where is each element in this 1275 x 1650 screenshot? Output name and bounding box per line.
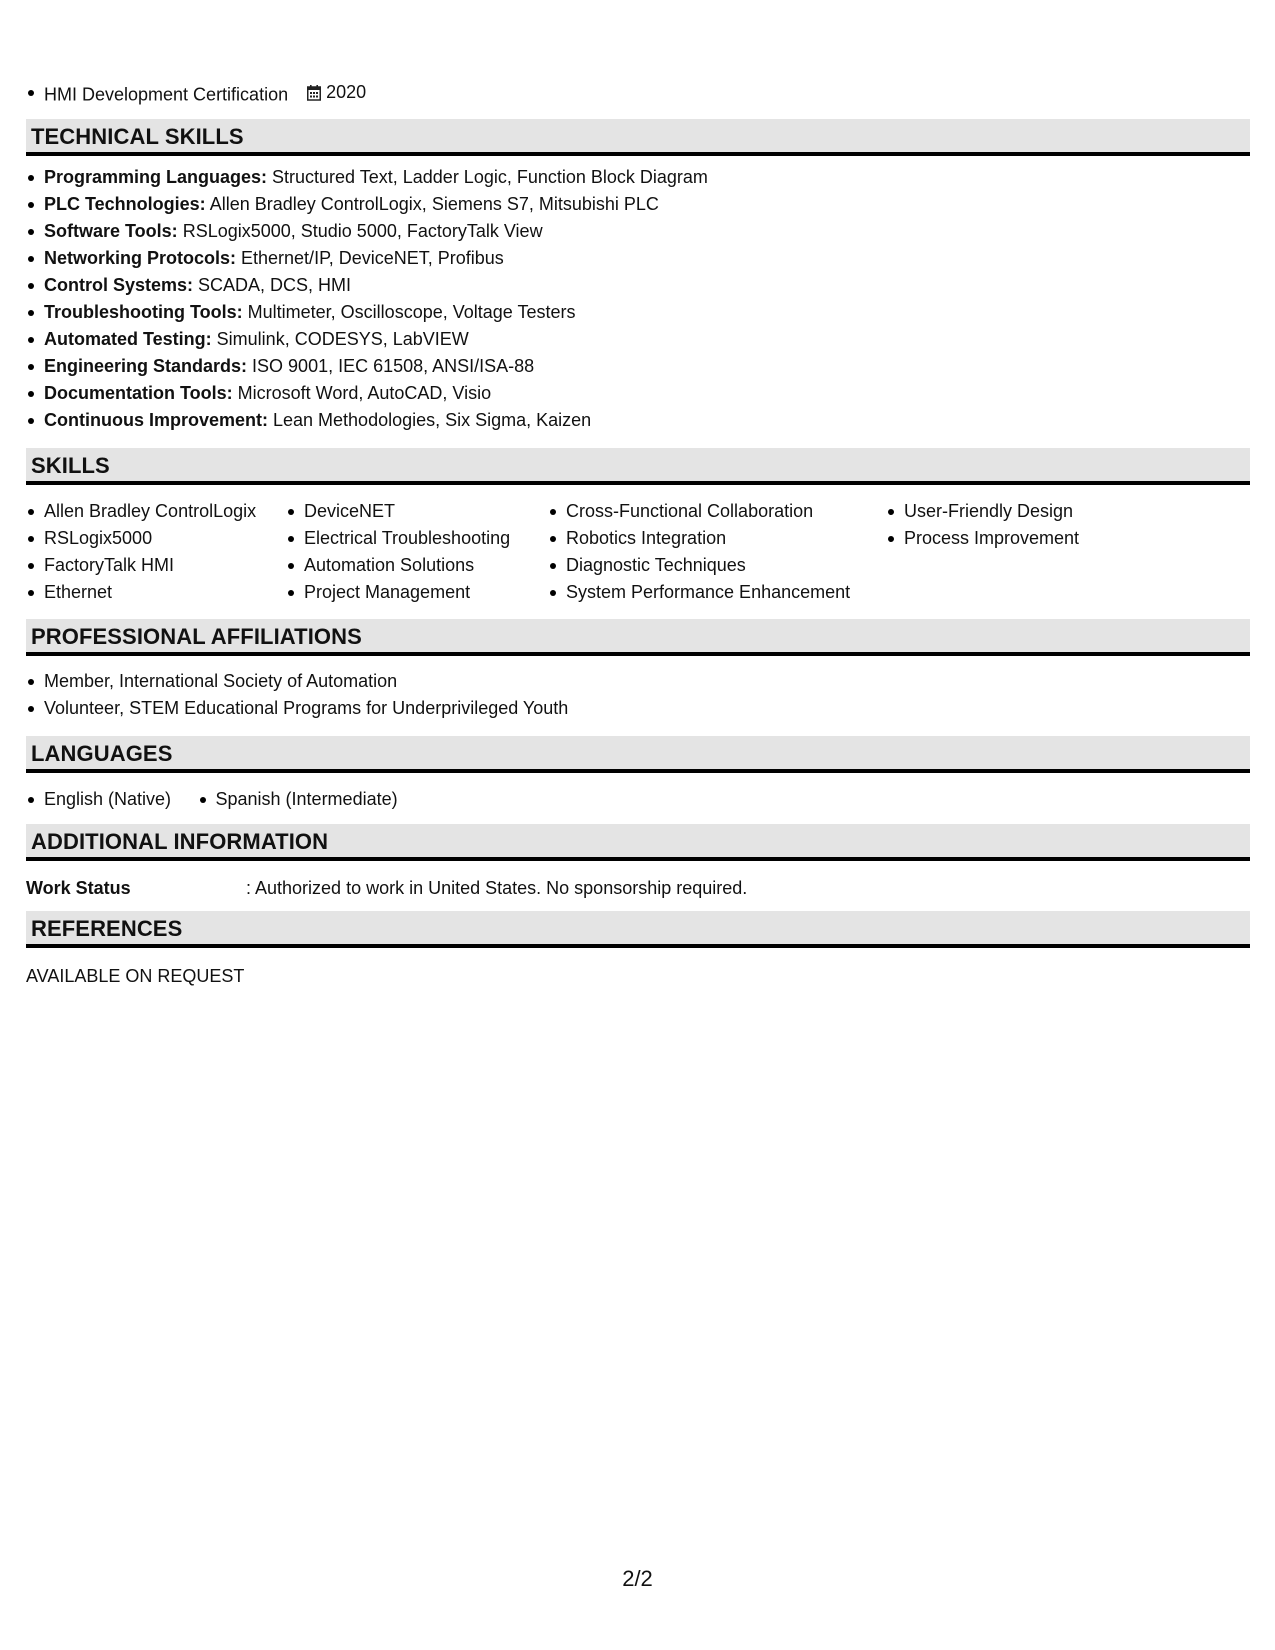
affiliations-header [26,619,1250,656]
section-title: SKILLS [31,453,110,478]
skill-item: Project Management [286,579,510,606]
skill-item: Cross-Functional Collaboration [548,498,850,525]
references-header [26,911,1250,948]
section-title: LANGUAGES [31,741,173,766]
skills-header [26,448,1250,485]
skills-column [286,498,510,606]
affiliations-list [26,668,568,722]
calendar-icon [307,85,321,101]
certification-item [26,79,366,109]
skill-item: Ethernet [26,579,256,606]
languages-header [26,736,1250,773]
technical-skill-item: PLC Technologies: Allen Bradley ControlLogix, Siemens S7, Mitsubishi PLC [26,191,708,218]
skill-item: Automation Solutions [286,552,510,579]
skill-item: FactoryTalk HMI [26,552,256,579]
technical-skills-header [26,119,1250,156]
language-item: Spanish (Intermediate) [198,786,398,813]
affiliation-item: Member, International Society of Automation [26,668,568,695]
work-status-value: : Authorized to work in United States. No sponsorship required. [246,878,748,898]
certification-name: HMI Development Certification [44,84,289,105]
technical-skill-item: Engineering Standards: ISO 9001, IEC 61508, ANSI/ISA-88 [26,353,708,380]
technical-skill-item: Programming Languages: Structured Text, Ladder Logic, Function Block Diagram [26,164,708,191]
technical-skill-item: Documentation Tools: Microsoft Word, AutoCAD, Visio [26,380,708,407]
skill-item: Electrical Troubleshooting [286,525,510,552]
technical-skill-item: Networking Protocols: Ethernet/IP, DeviceNET, Profibus [26,245,708,272]
additional-info-header [26,824,1250,861]
technical-skills-list [26,164,708,434]
technical-skill-item: Automated Testing: Simulink, CODESYS, LabVIEW [26,326,708,353]
skill-item: DeviceNET [286,498,510,525]
skill-item: System Performance Enhancement [548,579,850,606]
certification-list [26,79,366,109]
technical-skill-item: Control Systems: SCADA, DCS, HMI [26,272,708,299]
references-text: AVAILABLE ON REQUEST [26,966,245,986]
technical-skill-item: Software Tools: RSLogix5000, Studio 5000, FactoryTalk View [26,218,708,245]
skill-item: User-Friendly Design [886,498,1079,525]
page-indicator: 2/2 [622,1566,653,1591]
section-title: ADDITIONAL INFORMATION [31,829,329,854]
affiliation-item: Volunteer, STEM Educational Programs for Underprivileged Youth [26,695,568,722]
skill-item: RSLogix5000 [26,525,256,552]
work-status-label: Work Status [26,878,131,898]
language-item: English (Native) [26,786,171,813]
skill-item: Robotics Integration [548,525,850,552]
technical-skill-item: Continuous Improvement: Lean Methodologies, Six Sigma, Kaizen [26,407,708,434]
skills-column [548,498,850,606]
skill-item: Diagnostic Techniques [548,552,850,579]
skill-item: Allen Bradley ControlLogix [26,498,256,525]
section-title: REFERENCES [31,916,183,941]
technical-skill-item: Troubleshooting Tools: Multimeter, Oscilloscope, Voltage Testers [26,299,708,326]
section-title: PROFESSIONAL AFFILIATIONS [31,624,362,649]
languages-list [26,786,420,813]
skills-column [26,498,256,606]
work-status-row [26,875,747,902]
section-title: TECHNICAL SKILLS [31,124,244,149]
certification-year: 2020 [326,82,367,102]
skill-item: Process Improvement [886,525,1079,552]
skills-column [886,498,1079,552]
